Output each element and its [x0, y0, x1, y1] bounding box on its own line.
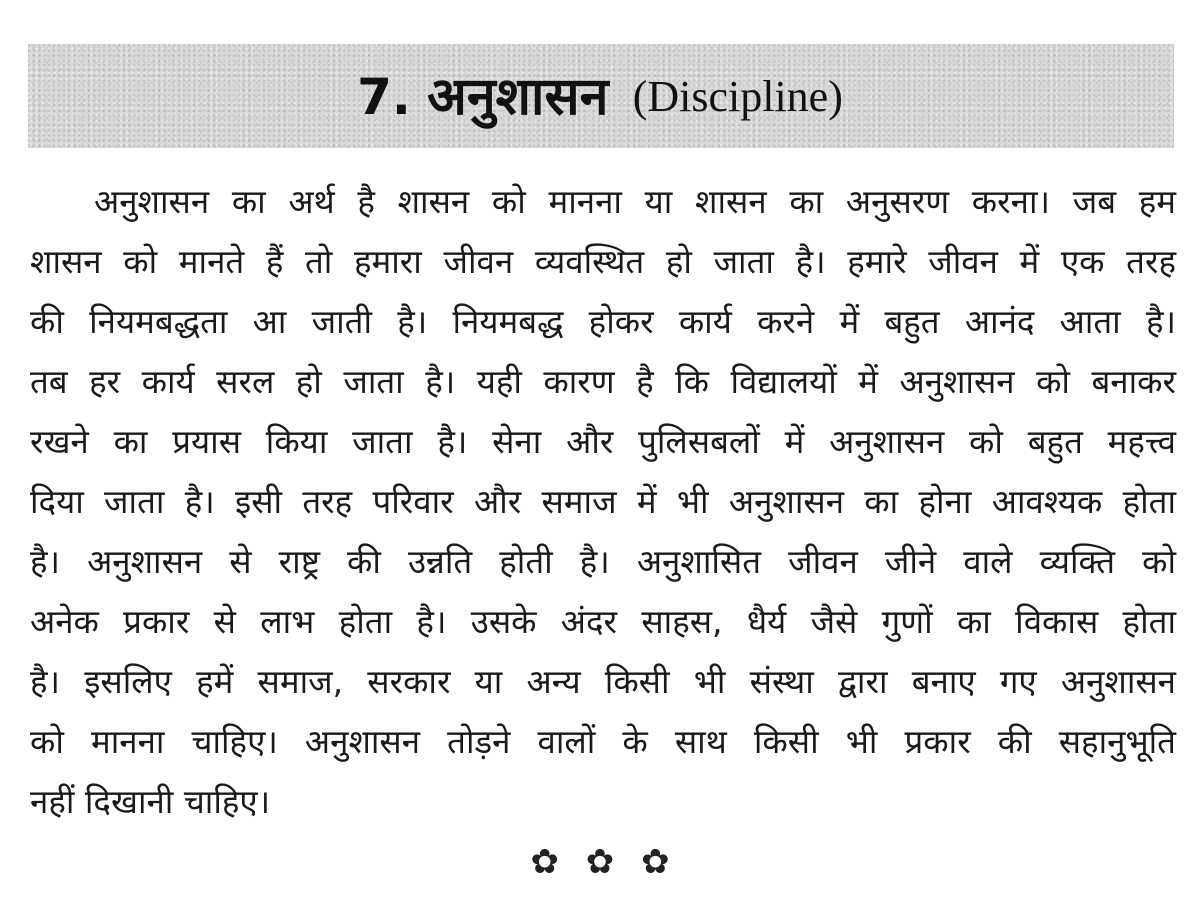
- chapter-number: 7.: [357, 68, 411, 126]
- paragraph-line: अनेक प्रकार से लाभ होता है। उसके अंदर साहस, धैर्य जैसे गुणों का विकास होता: [30, 602, 1176, 641]
- title-english: (Discipline): [632, 72, 843, 121]
- paragraph-line: को मानना चाहिए। अनुशासन तोड़ने वालों के साथ किसी भी प्रकार की सहानुभूति: [30, 722, 1176, 761]
- flower-ornament-icon: ✿: [641, 842, 670, 882]
- paragraph-line: दिया जाता है। इसी तरह परिवार और समाज में भी अनुशासन का होना आवश्यक होता: [30, 482, 1176, 521]
- flower-ornament-icon: ✿: [530, 842, 559, 882]
- paragraph-line: है। इसलिए हमें समाज, सरकार या अन्य किसी भी संस्था द्वारा बनाए गए अनुशासन: [30, 662, 1176, 701]
- paragraph-line: है। अनुशासन से राष्ट्र की उन्नति होती है। अनुशासित जीवन जीने वाले व्यक्ति को: [30, 542, 1176, 581]
- paragraph-line: की नियमबद्धता आ जाती है। नियमबद्ध होकर कार्य करने में बहुत आनंद आता है।: [30, 302, 1176, 341]
- paragraph-line: नहीं दिखानी चाहिए।: [30, 782, 271, 821]
- page-title: [0, 60, 1200, 130]
- paragraph-line: शासन को मानते हैं तो हमारा जीवन व्यवस्थित हो जाता है। हमारे जीवन में एक तरह: [30, 242, 1176, 281]
- paragraph-line: अनुशासन का अर्थ है शासन को मानना या शासन का अनुसरण करना। जब हम: [94, 182, 1176, 221]
- title-hindi: अनुशासन: [427, 67, 609, 127]
- paragraph-line: रखने का प्रयास किया जाता है। सेना और पुलिसबलों में अनुशासन को बहुत महत्त्व: [30, 422, 1176, 461]
- end-ornaments: [0, 840, 1200, 884]
- paragraph-line: तब हर कार्य सरल हो जाता है। यही कारण है कि विद्यालयों में अनुशासन को बनाकर: [30, 362, 1176, 401]
- flower-ornament-icon: ✿: [585, 842, 615, 882]
- essay-paragraph: [30, 172, 1176, 832]
